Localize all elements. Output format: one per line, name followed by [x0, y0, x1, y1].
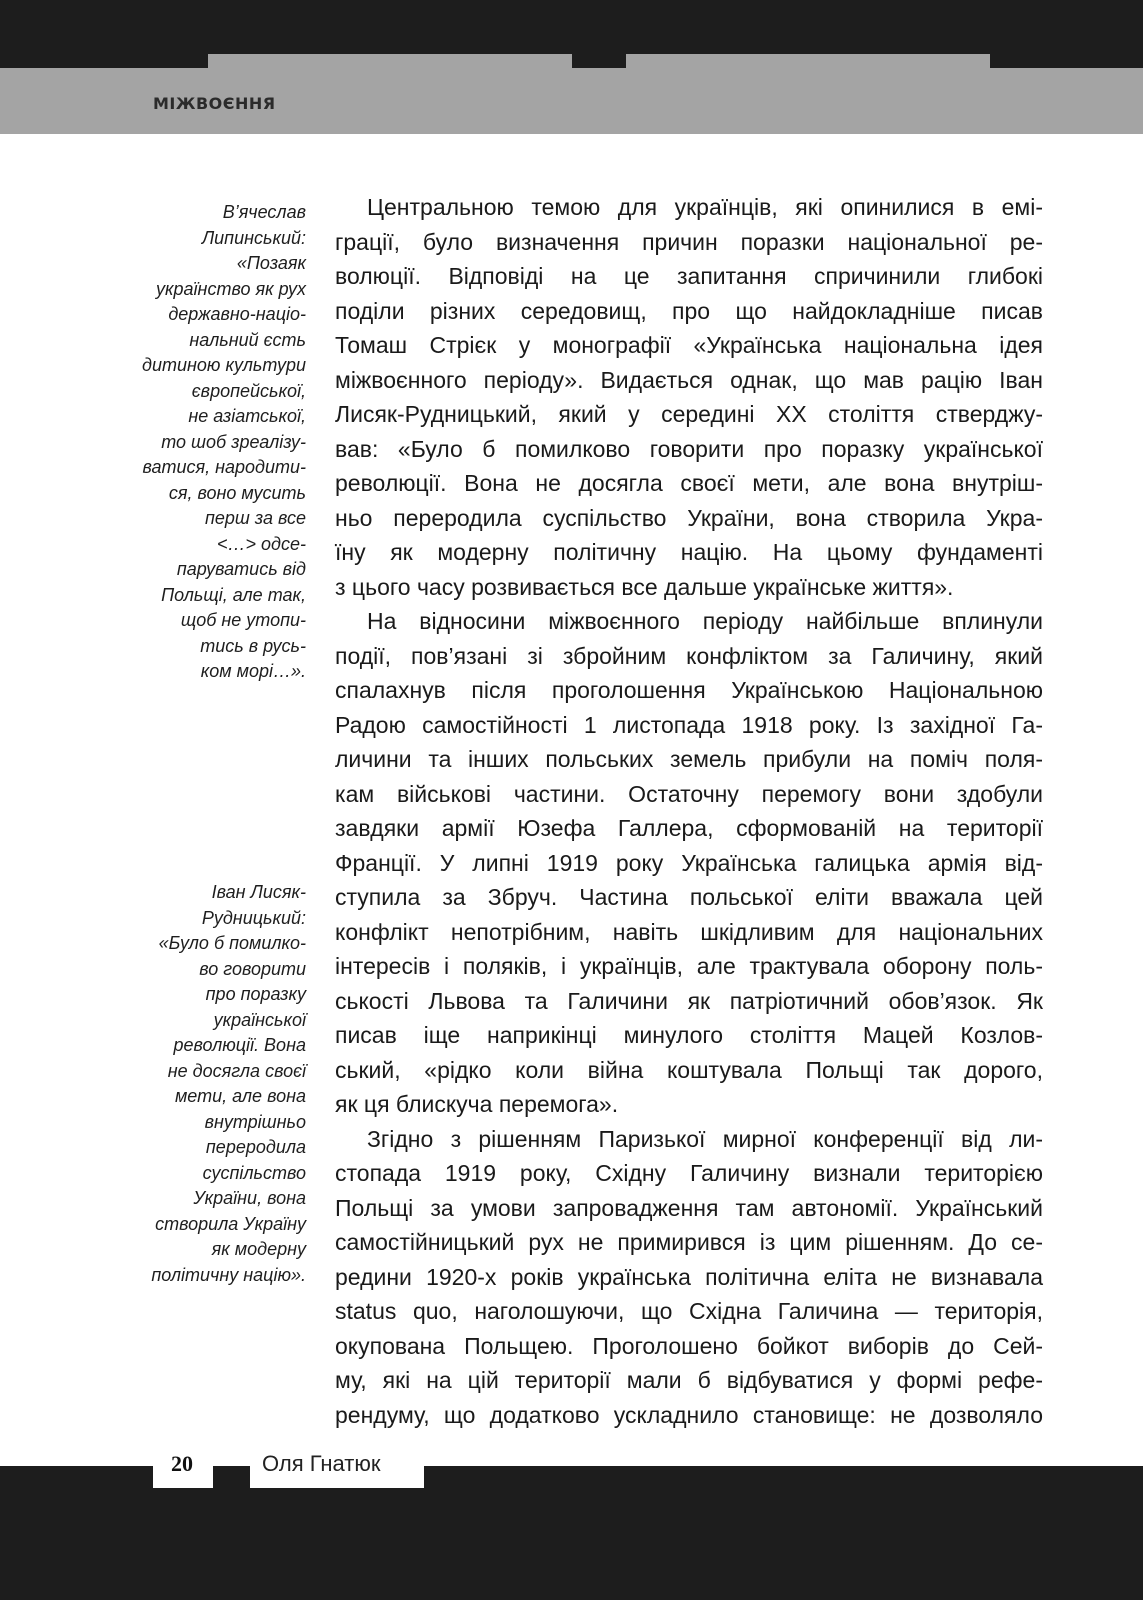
- text-line: Радою самостійності 1 листопада 1918 року. Із західної Га-: [335, 711, 1043, 738]
- text-line: вав: «Було б помилково говорити про поразку української: [335, 435, 1043, 462]
- quote-line: України, вона: [193, 1188, 306, 1208]
- text-line: стопада 1919 року, Східну Галичину визнали територією: [335, 1160, 1043, 1186]
- quote-line: ком морі…».: [200, 661, 306, 681]
- quote-line: Липинський:: [201, 227, 306, 248]
- quote-line: не азіатської,: [188, 406, 306, 426]
- quote-line: не досягла своєї: [167, 1060, 306, 1081]
- author-name: Оля Гнатюк: [262, 1451, 381, 1476]
- text-line: волюції. Відповіді на це запитання спричинили глибокі: [335, 263, 1043, 289]
- text-line: інтересів і поляків, і українців, але трактувала оборону поль-: [335, 953, 1043, 979]
- section-title: МІЖВОЄННЯ: [153, 94, 276, 113]
- text-line: кам військові частини. Остаточну перемогу вони здобули: [335, 780, 1043, 807]
- text-line: революції. Вона не досягла своєї мети, але вона внутріш-: [335, 470, 1043, 496]
- quote-line: внутрішньо: [204, 1111, 306, 1132]
- sidebar-quote-lypynsky: [120, 200, 306, 685]
- quote-line: як модерну: [211, 1239, 306, 1259]
- text-line: му, які на цій території мали б відбуватися у формі рефе-: [335, 1367, 1043, 1393]
- quote-line: нальний єсть: [189, 329, 306, 350]
- sidebar-quote-lysiak: [120, 880, 306, 1288]
- quote-line: Рудницький:: [201, 907, 306, 928]
- quote-line: української: [213, 1009, 306, 1030]
- text-line: Згідно з рішенням Паризької мирної конференції від ли-: [367, 1125, 1043, 1152]
- text-line: як ця блискуча перемога».: [335, 1091, 619, 1117]
- quote-line: про поразку: [205, 984, 306, 1004]
- text-line: Франції. У липні 1919 року Українська галицька армія від-: [335, 849, 1043, 876]
- text-line: міжвоєнного періоду». Видається однак, що мав рацію Іван: [335, 366, 1043, 393]
- text-line: з цього часу розвивається все дальше українське життя».: [335, 573, 954, 600]
- text-line: спалахнув після проголошення Українською Національною: [335, 677, 1043, 703]
- quote-line: паруватись від: [176, 559, 306, 579]
- quote-line: Польщі, але так,: [161, 584, 306, 605]
- text-line: Центральною темою для українців, які опинилися в емі-: [367, 194, 1043, 220]
- quote-line: «Було б помилко-: [158, 933, 306, 953]
- text-line: На відносини міжвоєнного періоду найбільше вплинули: [367, 608, 1043, 634]
- quote-line: то шоб зреалізу-: [161, 431, 306, 452]
- text-line: події, пов’язані зі збройним конфліктом за Галичину, який: [335, 642, 1043, 669]
- body-text: [335, 190, 1043, 1432]
- text-line: грації, було визначення причин поразки національної ре-: [335, 228, 1043, 255]
- text-line: редини 1920-х років українська політична еліта не визнавала: [335, 1263, 1043, 1290]
- quote-line: <…> одсе-: [217, 533, 306, 554]
- text-line: Томаш Стрієк у монографії «Українська національна ідея: [335, 332, 1043, 358]
- text-line: Лисяк-Рудницький, який у середині XX століття стверджу-: [335, 401, 1043, 427]
- quote-line: во говорити: [199, 958, 306, 979]
- text-line: завдяки армії Юзефа Галлера, сформованій на території: [335, 815, 1043, 841]
- text-line: личини та інших польських земель прибули на поміч поля-: [335, 746, 1043, 772]
- paragraph: [335, 190, 1043, 604]
- quote-line: ватися, народити-: [142, 457, 306, 477]
- quote-line: «Позаяк: [236, 253, 306, 273]
- text-line: окупована Польщею. Проголошено бойкот виборів до Сей-: [335, 1332, 1043, 1359]
- quote-line: суспільство: [202, 1162, 306, 1183]
- quote-line: державно-націо-: [168, 304, 306, 324]
- text-line: ньо перeродила суспільство України, вона створила Укра-: [335, 504, 1043, 531]
- quote-line: В’ячеслав: [222, 202, 306, 222]
- quote-line: революції. Вона: [173, 1035, 306, 1055]
- paragraph: [335, 604, 1043, 1122]
- page-number: 20: [171, 1451, 193, 1476]
- quote-line: Іван Лисяк-: [211, 882, 306, 902]
- paragraph: [335, 1122, 1043, 1433]
- quote-line: політичну націю».: [151, 1264, 306, 1285]
- text-line: писав іще наприкінці минулого століття Мацей Козлов-: [335, 1022, 1043, 1048]
- quote-line: європейської,: [191, 380, 306, 401]
- quote-line: ся, воно мусить: [168, 482, 306, 503]
- quote-line: українство як рух: [156, 278, 306, 299]
- text-line: ський, «рідко коли війна коштувала Польщі так дорого,: [335, 1056, 1043, 1083]
- quote-line: тись в русь-: [200, 635, 306, 656]
- quote-line: щоб не утопи-: [180, 610, 306, 630]
- quote-line: дитиною культури: [142, 355, 306, 375]
- text-line: status quo, наголошуючи, що Східна Галичина — територія,: [335, 1298, 1043, 1324]
- text-line: ськості Львова та Галичини як патріотичний обов’язок. Як: [335, 987, 1043, 1014]
- text-line: Польщі за умови запровадження там автономії. Український: [335, 1194, 1043, 1221]
- quote-line: перeродила: [205, 1137, 306, 1157]
- text-line: поділи різних середовищ, про що найдокладніше писав: [335, 297, 1043, 324]
- text-line: самостійницький рух не примирився із цим рішенням. До се-: [335, 1229, 1043, 1255]
- text-line: їну як модерну політичну націю. На цьому фундаменті: [335, 539, 1043, 565]
- quote-line: створила Україну: [155, 1213, 306, 1234]
- text-line: конфлікт непотрібним, навіть шкідливим для національних: [335, 918, 1043, 945]
- quote-line: мети, але вона: [174, 1086, 306, 1106]
- text-line: рендуму, що додатково ускладнило становище: не дозволяло: [335, 1401, 1043, 1428]
- quote-line: перш за все: [204, 508, 306, 528]
- text-line: ступила за Збруч. Частина польської еліти вважала цей: [335, 884, 1043, 910]
